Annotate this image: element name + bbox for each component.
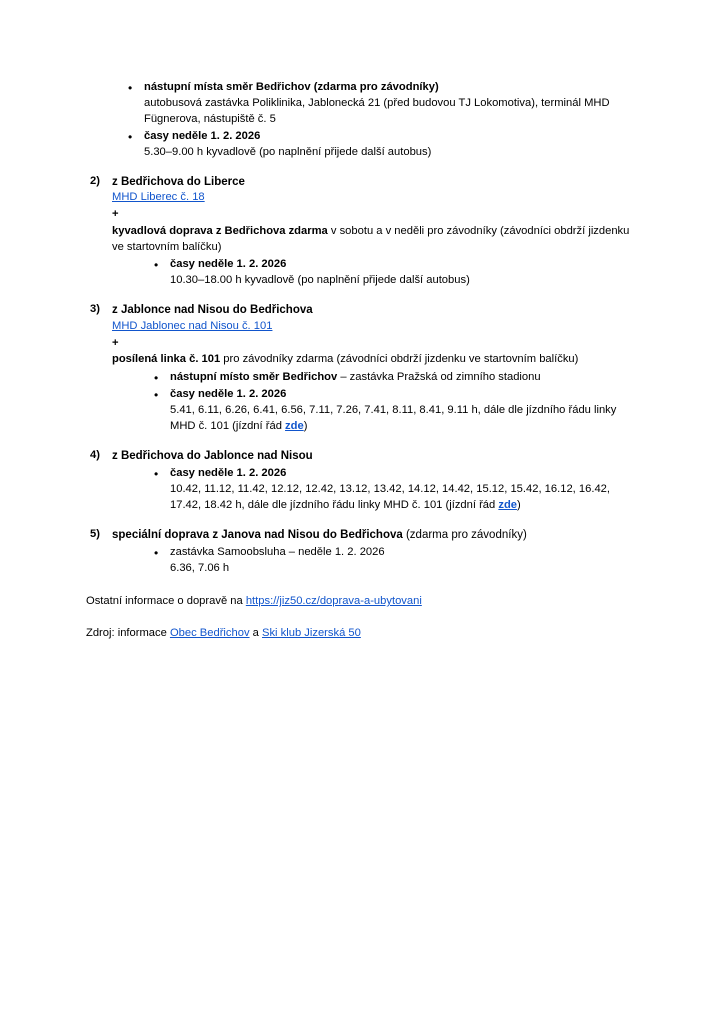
item-paragraph-bold: kyvadlová doprava z Bedřichova zdarma [112, 224, 328, 237]
item-paragraph-rest: v sobotu a v neděli pro závodníky (závodníci obdrží jizdenku ve startovním balíčku) [112, 224, 630, 253]
item-bullet-list [112, 370, 638, 435]
list-item-detail: autobusová zastávka Poliklinika, Jablonecká 21 (před budovou TJ Lokomotiva), terminál MHD Fügnerova, nástupiště č. 5 [144, 96, 610, 125]
plus-sign: + [112, 207, 119, 220]
list-item [170, 466, 638, 514]
plus-sign: + [112, 336, 119, 349]
list-item [170, 545, 638, 577]
mhd-liberec-link[interactable]: MHD Liberec č. 18 [112, 190, 205, 203]
item-link-row [112, 190, 638, 206]
item-title: z Jablonce nad Nisou do Bedřichova [112, 304, 313, 317]
item-title: z Bedřichova do Liberce [112, 175, 245, 188]
jizdni-rad-zde-link[interactable]: zde [285, 420, 304, 433]
item-marker: 3) [90, 303, 100, 316]
list-item-title [170, 370, 638, 386]
list-item-detail [170, 482, 638, 514]
top-bullet-list [86, 80, 638, 161]
list-item-title-rest: – zastávka Pražská od zimního stadionu [337, 371, 541, 384]
list-item-detail: 10.30–18.00 h kyvadlově (po naplnění přijede další autobus) [170, 274, 470, 287]
list-item-detail-after: ) [303, 420, 308, 433]
item-title [112, 527, 638, 543]
item-marker: 4) [90, 448, 100, 461]
mhd-jablonec-link[interactable]: MHD Jablonec nad Nisou č. 101 [112, 319, 273, 332]
list-item [170, 257, 638, 289]
list-item [170, 387, 638, 435]
list-item [144, 129, 638, 161]
item-title-bold: speciální doprava z Janova nad Nisou do Bedřichova [112, 529, 403, 542]
list-item-title-bold: nástupní místo směr Bedřichov [170, 371, 338, 384]
item-title: z Bedřichova do Jablonce nad Nisou [112, 449, 313, 462]
list-item-title: • časy neděle 1. 2. 2026 [170, 258, 287, 271]
list-item [170, 370, 638, 386]
item-link-row [112, 319, 638, 335]
item-paragraph-rest: pro závodníky zdarma (závodníci obdrží jizdenku ve startovním balíčku) [220, 353, 579, 366]
item-marker: 5) [90, 528, 100, 541]
numbered-item-4 [86, 448, 638, 514]
doprava-a-ubytovani-link[interactable]: https://jiz50.cz/doprava-a-ubytovani [245, 595, 422, 608]
list-item-detail-after: ) [517, 499, 521, 512]
list-item [144, 80, 638, 128]
list-item-detail: 6.36, 7.06 h [170, 562, 230, 575]
jizdni-rad-zde-link[interactable]: zde [498, 499, 518, 512]
list-item-title: • časy neděle 1. 2. 2026 [170, 467, 287, 480]
additional-info-paragraph [86, 594, 638, 610]
source-prefix: Zdroj: informace [86, 627, 170, 640]
list-item-title: • zastávka Samoobsluha – neděle 1. 2. 2026 [170, 546, 385, 559]
numbered-item-2 [86, 174, 638, 290]
item-bullet-list [112, 545, 638, 577]
list-item-detail-text: 10.42, 11.12, 11.42, 12.12, 12.42, 13.12, 13.42, 14.12, 14.42, 15.12, 15.42, 16.12, 16.42, 17.42, 18.42 h, dále dle jízdního řádu linky MHD č. 101 (jízdní řád [170, 483, 610, 512]
list-item-detail: 5.30–9.00 h kyvadlově (po naplnění přijede další autobus) [144, 145, 432, 158]
list-item-title: • časy neděle 1. 2. 2026 [170, 388, 287, 401]
item-bullet-list [112, 466, 638, 514]
numbered-item-5 [86, 527, 638, 577]
item-bullet-list [112, 257, 638, 289]
item-paragraph [112, 224, 638, 256]
item-paragraph [112, 352, 638, 368]
list-item-title: • nástupní místa směr Bedřichov (zdarma pro závodníky) [144, 81, 439, 93]
item-title-rest: (zdarma pro závodníky) [402, 529, 527, 542]
source-paragraph [86, 626, 638, 642]
numbered-item-3 [86, 302, 638, 435]
source-middle: a [249, 627, 262, 640]
item-paragraph-bold: posílená linka č. 101 [112, 353, 221, 366]
list-item-detail [170, 403, 638, 435]
ski-klub-jizerska-50-link[interactable]: Ski klub Jizerská 50 [262, 627, 361, 640]
item-marker: 2) [90, 174, 100, 187]
list-item-detail-text: 5.41, 6.11, 6.26, 6.41, 6.56, 7.11, 7.26, 7.41, 8.11, 8.41, 9.11 h, dále dle jízdního řádu linky MHD č. 101 (jízdní řád [170, 404, 617, 433]
obec-bedrichov-link[interactable]: Obec Bedřichov [169, 627, 250, 640]
document-body [86, 80, 638, 642]
list-item-title: • časy neděle 1. 2. 2026 [144, 129, 261, 142]
additional-info-prefix: Ostatní informace o dopravě na [86, 595, 246, 608]
